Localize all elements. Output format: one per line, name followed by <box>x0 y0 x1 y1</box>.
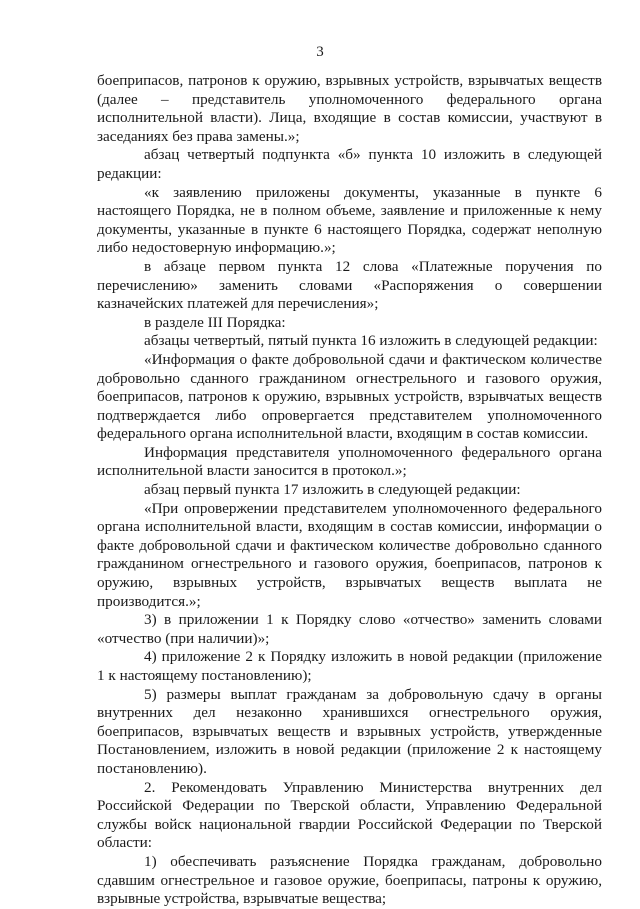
paragraph: 4) приложение 2 к Порядку изложить в новой редакции (приложение 1 к настоящему постановлению); <box>97 648 602 684</box>
paragraph: 5) размеры выплат гражданам за добровольную сдачу в органы внутренних дел незаконно хранившихся огнестрельного оружия, боеприпасов, взрывчатых веществ и взрывных устройств, утвержденные Постановлением, изложить в новой редакции (приложение 2 к настоящему постановлению). <box>97 685 602 777</box>
document-body <box>97 72 602 909</box>
page-number: 3 <box>316 44 324 60</box>
paragraph: абзац четвертый подпункта «б» пункта 10 изложить в следующей редакции: <box>97 146 602 182</box>
paragraph: 2. Рекомендовать Управлению Министерства внутренних дел Российской Федерации по Тверской области, Управлению Федеральной службы войск национальной гвардии Российской Федерации по Тверской области: <box>97 778 602 852</box>
paragraph: 1) обеспечивать разъяснение Порядка гражданам, добровольно сдавшим огнестрельное и газовое оружие, боеприпасы, патроны к оружию, взрывные устройства, взрывчатые вещества; <box>97 852 602 908</box>
paragraph: 3) в приложении 1 к Порядку слово «отчество» заменить словами «отчество (при наличии)»; <box>97 611 602 647</box>
paragraph-continuation: боеприпасов, патронов к оружию, взрывных устройств, взрывчатых веществ (далее – представитель уполномоченного федерального органа исполнительной власти). Лица, входящие в состав комиссии, участвуют в заседаниях без права замены.»; <box>97 72 602 145</box>
paragraph: в разделе III Порядка: <box>144 313 286 331</box>
paragraph: в абзаце первом пункта 12 слова «Платежные поручения по перечислению» заменить словами «Распоряжения о совершении казначейских платежей для перечисления»; <box>97 257 602 313</box>
paragraph: «к заявлению приложены документы, указанные в пункте 6 настоящего Порядка, не в полном объеме, заявление и приложенные к нему документы, указанные в пункте 6 настоящего Порядка, содержат неполную либо недостоверную информацию.»; <box>97 183 602 257</box>
paragraph: Информация представителя уполномоченного федерального органа исполнительной власти заносится в протокол.»; <box>97 443 602 480</box>
paragraph: абзацы четвертый, пятый пункта 16 изложить в следующей редакции: <box>144 332 598 350</box>
paragraph: «При опровержении представителем уполномоченного федерального органа исполнительной власти, входящим в состав комиссии, информации о факте добровольной сдачи и фактическом количестве добровольно сданного гражданином огнестрельного и газового оружия, боеприпасов, патронов к оружию, взрывных устройств, взрывчатых веществ выплата не производится.»; <box>97 499 602 610</box>
paragraph: «Информация о факте добровольной сдачи и фактическом количестве добровольно сданного гражданином огнестрельного и газового оружия, боеприпасов, патронов к оружию, взрывных устройств, взрывчатых веществ подтверждается либо опровергается представителем уполномоченного федерального органа исполнительной власти, входящим в состав комиссии. <box>97 350 602 443</box>
paragraph: абзац первый пункта 17 изложить в следующей редакции: <box>144 481 521 499</box>
